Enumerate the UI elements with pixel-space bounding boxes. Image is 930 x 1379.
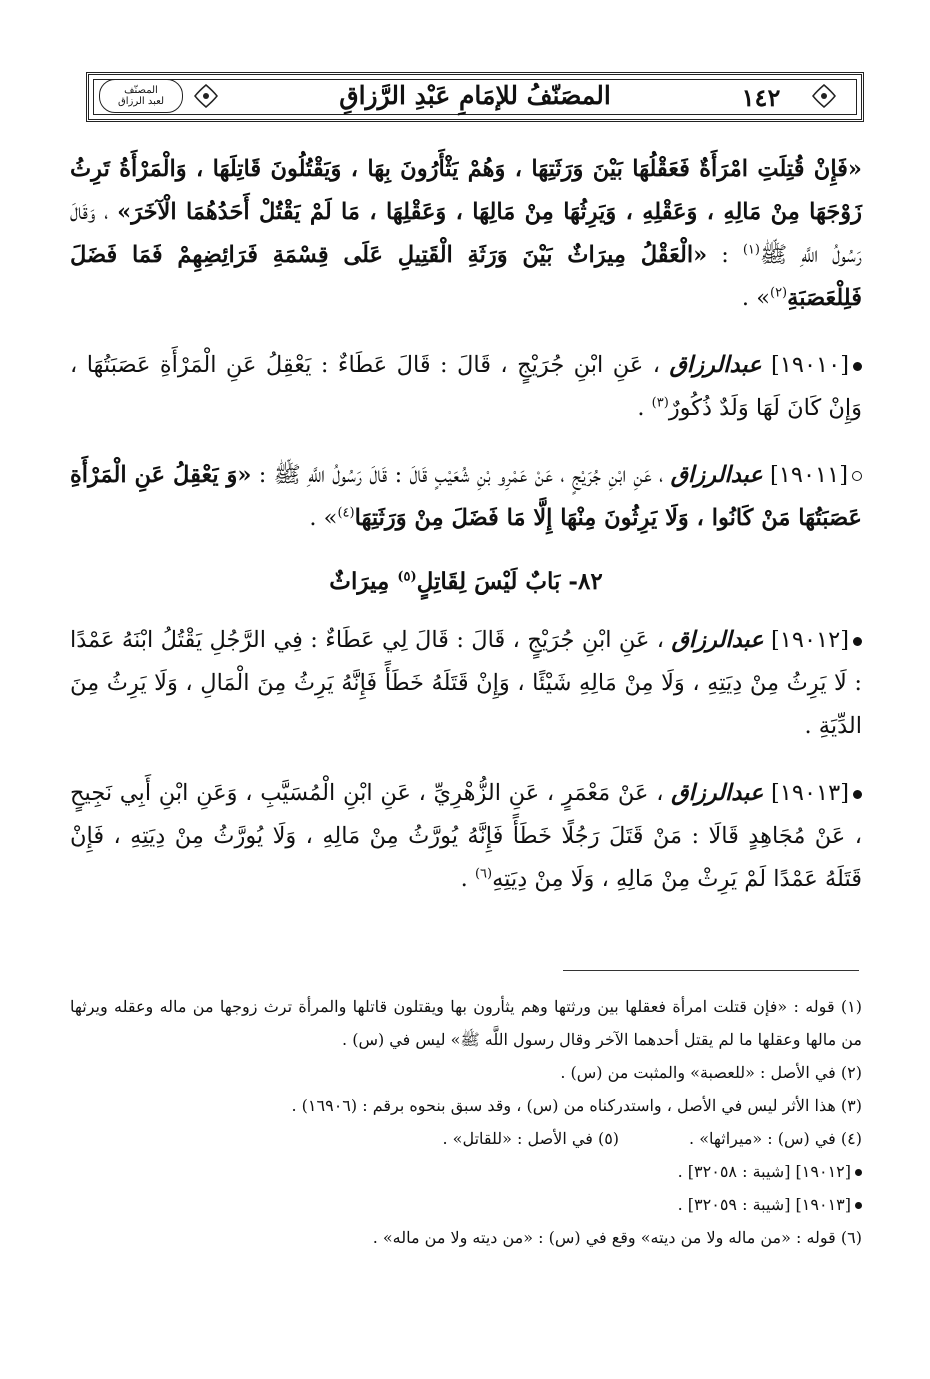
source-reference xyxy=(70,1188,862,1221)
hadith-text: ، عَنْ مَعْمَرٍ ، عَنِ الزُّهْرِيِّ ، عَنِ ابْنِ الْمُسَيَّبِ ، وَعَنِ ابْنِ أَبِي نَجِيحٍ ، عَنْ مُجَاهِدٍ قَالَا : مَنْ قَتَلَ رَجُلًا خَطَأً فَإِنَّهُ يُورَّثُ مِنْ مَالِهِ ، وَلَا يُورَّثُ مِنْ دِيَتِهِ ، فَإِنْ قَتَلَهُ عَمْدًا لَمْ يَرِثْ مِنْ مَالِهِ ، وَلَا مِنْ دِيَتِهِ xyxy=(70,780,862,892)
text-span: . xyxy=(637,395,652,421)
text-span: . xyxy=(460,866,475,892)
page-header xyxy=(86,72,864,122)
book-title: المصَنّفُ للإمَامِ عَبْدِ الرَّزاقِ xyxy=(339,81,611,110)
footnote-row xyxy=(70,1122,862,1155)
text-span: : xyxy=(707,242,743,268)
continuation-paragraph xyxy=(70,148,862,320)
footnote-ref: (١) xyxy=(742,242,760,258)
footnote-3: (٣) هذا الأثر ليس في الأصل ، واستدركناه من (س) ، وقد سبق بنحوه برقم : (١٦٩٠٦) . xyxy=(291,1096,862,1115)
open-bullet-icon xyxy=(852,471,862,481)
narrator-name: عبدالرزاق xyxy=(671,627,764,653)
hadith-number: [١٩٠١٢] xyxy=(771,627,849,653)
header-ornament-icon xyxy=(193,83,219,109)
filled-bullet-icon xyxy=(853,362,862,371)
footnote-ref: (٣) xyxy=(651,395,669,411)
text-span: » . xyxy=(741,285,770,311)
hadith-text: ، عَنِ ابْنِ جُرَيْجٍ ، قَالَ : قَالَ لِي عَطَاءٌ : فِي الرَّجُلِ يَقْتُلُ ابْنَهُ عَمْدًا : لَا يَرِثُ مِنْ دِيَتِهِ ، وَلَا مِنْ مَالِهِ شَيْئًا ، وَإِنْ قَتَلَهُ خَطَأً فَإِنَّهُ يَرِثُ مِنَ الْمَالِ ، وَلَا يَرِثُ مِنَ الدِّيَةِ . xyxy=(70,627,862,739)
text-span: » . xyxy=(309,505,338,531)
narrator-name: عبدالرزاق xyxy=(669,352,762,378)
hadith-19011 xyxy=(70,454,862,540)
footnote-ref: (٥) xyxy=(397,569,417,585)
header-ornament-icon xyxy=(811,83,837,109)
chapter-title: ٨٢- بَابٌ لَيْسَ لِقَاتِلٍ xyxy=(416,568,603,595)
filled-bullet-icon xyxy=(853,790,862,799)
chapter-title-end: مِيرَاثٌ xyxy=(329,568,398,595)
hadith-quote: «الْعَقْلُ مِيرَاثٌ بَيْنَ وَرَثَةِ الْقَتِيلِ عَلَى قِسْمَةِ فَرَائِضِهِمْ فَمَا فَضَلَ فَلِلْعَصَبَةِ xyxy=(70,242,862,311)
footnote-5: (٥) في الأصل : «للقاتل» . xyxy=(442,1129,620,1148)
book-logo xyxy=(99,79,183,113)
hadith-text: ، عَنِ ابْنِ جُرَيْجٍ ، عَنْ عَمْرِو بْنِ شُعَيْبٍ قَالَ : قَالَ رَسُولُ اللَّهِ ﷺ : xyxy=(251,462,671,488)
footnotes-section xyxy=(70,990,862,1254)
footnote-1: (١) قوله : «فإن قتلت امرأة فعقلها بين ورثتها وهم يثأرون بها ويقتلون قاتلها والمرأة ترث زوجها من ماله وعقله ويرثها من مالها وعقلها ما لم يقتل أحدهما الآخر وقال رسول اللَّه ﷺ» ليس في (س) . xyxy=(70,997,862,1049)
footnote-divider xyxy=(563,970,859,971)
hadith-19012 xyxy=(70,619,862,748)
logo-text-line: المصنّف xyxy=(124,85,158,96)
footnote-2: (٢) في الأصل : «للعصبة» والمثبت من (س) . xyxy=(560,1063,862,1082)
footnote-4: (٤) في (س) : «ميراثها» . xyxy=(689,1129,862,1148)
hadith-number: [١٩٠١١] xyxy=(770,462,849,488)
hadith-text: ، عَنِ ابْنِ جُرَيْجٍ ، قَالَ : قَالَ عَطَاءٌ : يَعْقِلُ عَنِ الْمَرْأَةِ عَصَبَتُهَا ، وَإِنْ كَانَ لَهَا وَلَدٌ ذُكُورٌ xyxy=(70,352,862,421)
chapter-heading xyxy=(70,560,862,603)
narrator-name: عبدالرزاق xyxy=(670,462,763,488)
hadith-19013 xyxy=(70,772,862,901)
filled-bullet-icon xyxy=(853,637,862,646)
text-span: ، وَقَالَ رَسُولُ اللَّهِ ﷺ xyxy=(70,199,862,268)
source-reference xyxy=(70,1155,862,1188)
filled-bullet-icon xyxy=(855,1169,862,1176)
footnote-6: (٦) قوله : «من ماله ولا من ديته» وقع في (س) : «من ديته ولا من ماله» . xyxy=(372,1228,862,1247)
reference-text: [١٩٠١٢] [شيبة : ٣٢٠٥٨] . xyxy=(677,1162,851,1181)
narrator-name: عبدالرزاق xyxy=(671,780,764,806)
hadith-number: [١٩٠١٠] xyxy=(771,352,849,378)
hadith-19010 xyxy=(70,344,862,430)
footnote-ref: (٦) xyxy=(474,866,493,882)
reference-text: [١٩٠١٣] [شيبة : ٣٢٠٥٩] . xyxy=(677,1195,851,1214)
logo-text-line: لعبد الرزاق xyxy=(117,96,165,107)
hadith-number: [١٩٠١٣] xyxy=(771,780,850,806)
hadith-quote: «فَإِنْ قُتِلَتِ امْرَأَةٌ فَعَقْلُهَا بَيْنَ وَرَثَتِهَا ، وَهُمْ يَثْأَرُونَ بِهَا ، وَيَقْتُلُونَ قَاتِلَهَا ، وَالْمَرْأَةُ تَرِثُ زَوْجَهَا مِنْ مَالِهِ ، وَعَقْلِهِ ، وَيَرِثُهَا مِنْ مَالِهَا ، وَعَقْلِهَا ، مَا لَمْ يَقْتُلْ أَحَدُهُمَا الْآخَرَ» xyxy=(70,156,862,225)
footnote-ref: (٢) xyxy=(769,285,788,301)
hadith-quote: «وَ يَعْقِلُ عَنِ الْمَرْأَةِ عَصَبَتُهَا مَنْ كَانُوا ، وَلَا يَرِثُونَ مِنْهَا إِلَّا مَا فَضَلَ مِنْ وَرَثَتِهَا xyxy=(70,462,862,531)
footnote-ref: (٤) xyxy=(337,505,355,521)
page-number: ١٤٢ xyxy=(741,83,781,112)
filled-bullet-icon xyxy=(855,1202,862,1209)
main-text xyxy=(70,148,862,925)
